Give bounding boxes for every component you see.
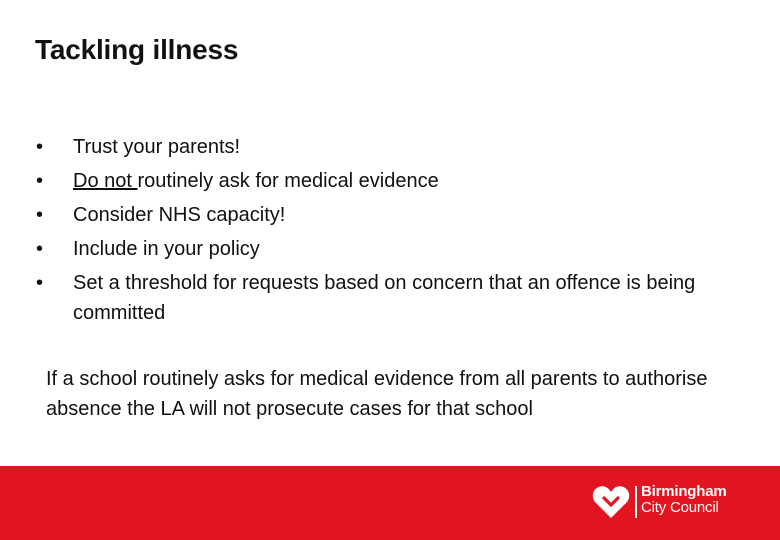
heart-icon (592, 484, 630, 520)
bullet-dot: • (36, 238, 44, 260)
logo-line-birmingham: Birmingham (641, 483, 727, 500)
bullet-text: Include in your policy (73, 238, 260, 260)
logo-divider (635, 486, 637, 518)
bullet-dot: • (36, 136, 44, 158)
footer-band (0, 466, 780, 540)
bullet-item (36, 234, 726, 264)
bullet-emphasis: Do not (73, 170, 138, 192)
bullet-item (36, 132, 726, 162)
bullet-item (36, 268, 726, 328)
bullet-text: routinely ask for medical evidence (137, 170, 439, 192)
logo-line-city-council: City Council (641, 499, 719, 516)
bullet-item (36, 166, 726, 196)
note-paragraph: If a school routinely asks for medical evidence from all parents to authorise absence the LA will not prosecute cases for that school (46, 368, 708, 420)
bullet-text: Trust your parents! (73, 136, 241, 158)
bullet-dot: • (36, 204, 44, 226)
bullet-item (36, 200, 726, 230)
birmingham-city-council-logo (592, 484, 742, 520)
bullet-text: Consider NHS capacity! (73, 204, 286, 226)
bullet-dot: • (36, 170, 44, 192)
bullet-list (36, 132, 726, 332)
slide-title: Tackling illness (35, 34, 239, 65)
bullet-text: Set a threshold for requests based on concern that an offence is being committed (73, 272, 696, 324)
logo-text (641, 484, 727, 516)
bullet-dot: • (36, 272, 44, 294)
